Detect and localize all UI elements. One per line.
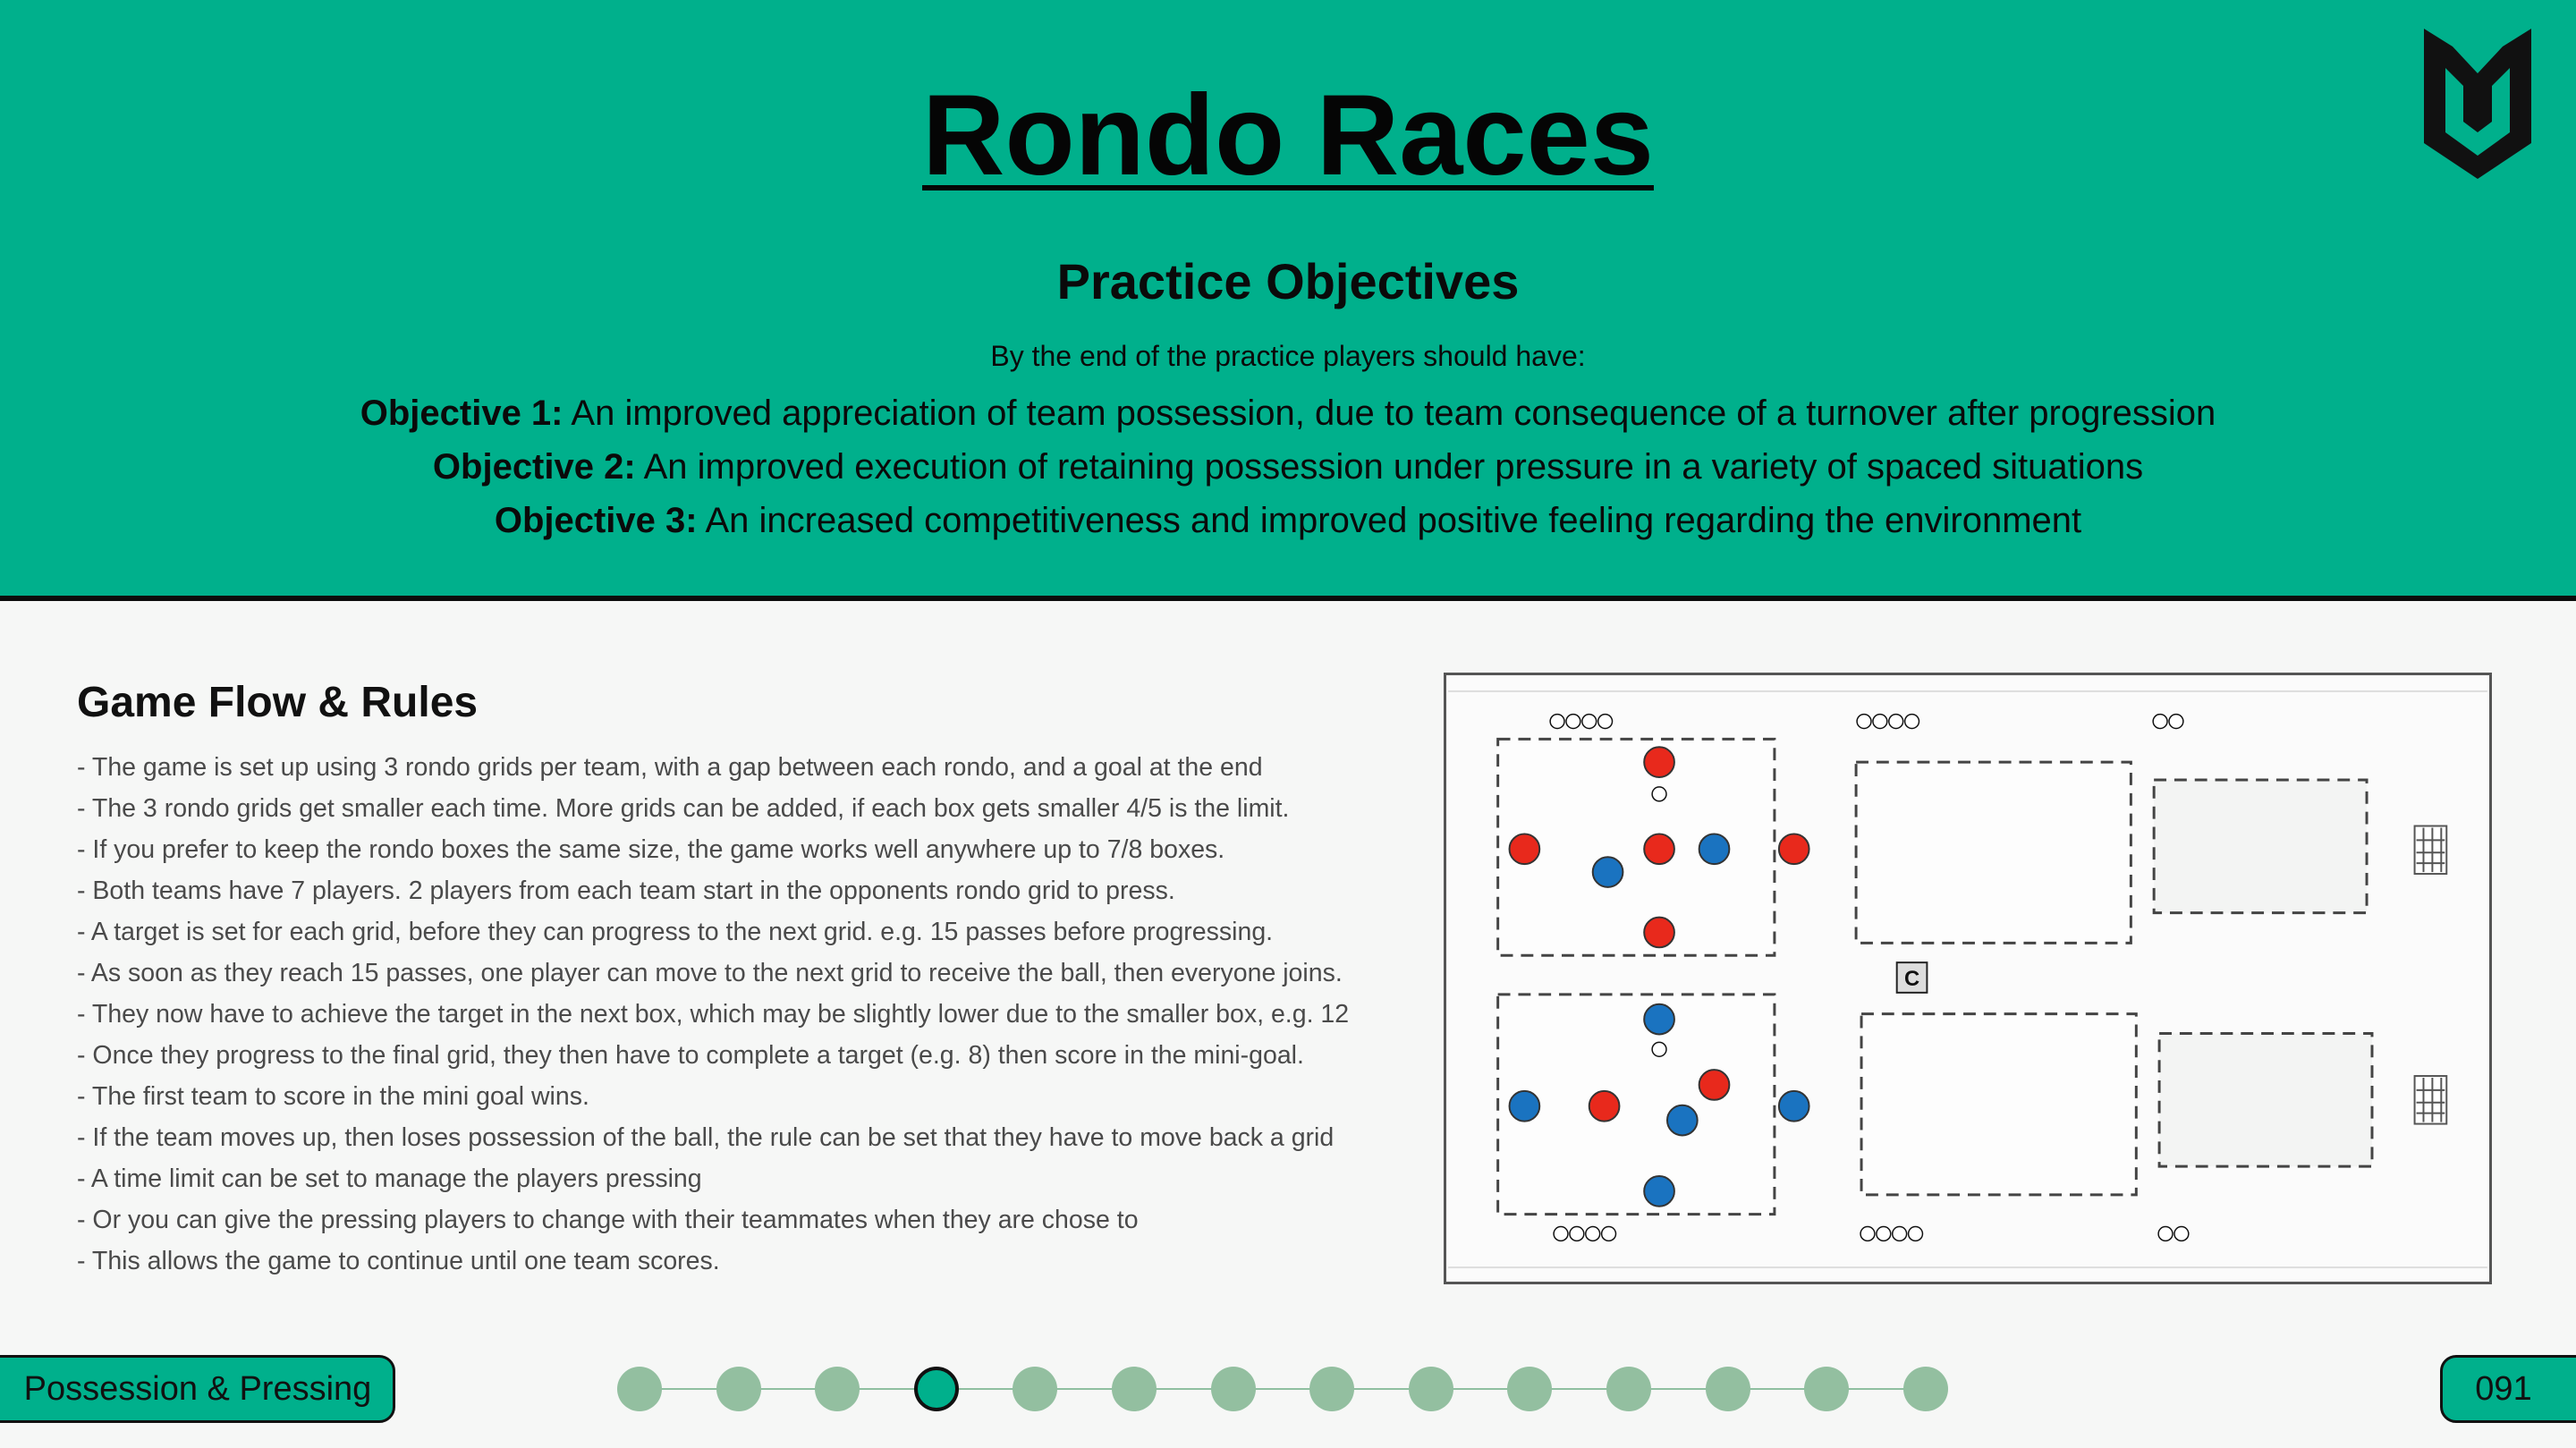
progress-dot[interactable] [1706, 1367, 1750, 1411]
rondo-grid-3-bottom [2159, 1033, 2372, 1166]
list-item: - If the team moves up, then loses possession of the ball, the rule can be set that they have to move back a grid [77, 1122, 1419, 1163]
ball-stack-bottom-2 [1860, 1227, 1922, 1241]
progress-dot[interactable] [1507, 1367, 1552, 1411]
ball-stack-bottom-1 [1554, 1227, 1615, 1241]
svg-text:C: C [1903, 966, 1920, 991]
ball-stack-top-2 [1857, 715, 1919, 729]
objective-3: Objective 3: An increased competitiveness and improved positive feeling regarding the environment [494, 501, 2082, 540]
progress-dot[interactable] [1211, 1367, 1256, 1411]
list-item: - Or you can give the pressing players to change with their teammates when they are chose to [77, 1204, 1419, 1245]
list-item: - The first team to score in the mini goal wins. [77, 1080, 1419, 1122]
section-tab[interactable]: Possession & Pressing [0, 1355, 395, 1423]
progress-dot[interactable] [1013, 1367, 1057, 1411]
brand-logo-icon [2420, 25, 2535, 182]
red-player [1644, 747, 1674, 777]
rondo-diagram [1444, 673, 2492, 1284]
rondo-grid-2-top [1856, 762, 2131, 943]
blue-player [1699, 834, 1730, 864]
progress-dot[interactable] [1409, 1367, 1453, 1411]
rules-heading: Game Flow & Rules [77, 679, 479, 726]
list-item: - If you prefer to keep the rondo boxes the same size, the game works well anywhere up to 7/8 boxes. [77, 834, 1419, 875]
pitch-diagram [1446, 675, 2489, 1282]
blue-player [1644, 1176, 1674, 1207]
blue-player [1644, 1004, 1674, 1035]
ball-stack-bottom-3 [2158, 1227, 2189, 1241]
progress-dots [617, 1365, 1950, 1413]
progress-dot[interactable] [1606, 1367, 1651, 1411]
list-item: - They now have to achieve the target in the next box, which may be slightly lower due to the smaller box, e.g. 12 [77, 998, 1419, 1039]
mini-goal-bottom-icon [2415, 1076, 2447, 1124]
progress-dot[interactable] [1112, 1367, 1157, 1411]
red-player [1644, 918, 1674, 948]
objective-2: Objective 2: An improved execution of retaining possession under pressure in a variety of spaced situations [432, 447, 2144, 487]
list-item: - The game is set up using 3 rondo grids per team, with a gap between each rondo, and a goal at the end [77, 751, 1419, 792]
header-banner [0, 0, 2576, 601]
list-item: - The 3 rondo grids get smaller each time. More grids can be added, if each box gets smaller 4/5 is the limit. [77, 792, 1419, 834]
progress-dot[interactable] [617, 1367, 662, 1411]
rondo-grid-3-top [2154, 780, 2367, 913]
page-number: 091 [2440, 1355, 2576, 1423]
progress-dot[interactable] [1804, 1367, 1849, 1411]
list-item: - A target is set for each grid, before they can progress to the next grid. e.g. 15 passes before progressing. [77, 916, 1419, 957]
objectives-heading: Practice Objectives [1056, 253, 1520, 309]
progress-dot[interactable] [716, 1367, 761, 1411]
list-item: - This allows the game to continue until one team scores. [77, 1245, 1419, 1286]
blue-player [1779, 1091, 1809, 1122]
list-item: - As soon as they reach 15 passes, one player can move to the next grid to receive the ball, then everyone joins. [77, 957, 1419, 998]
red-player [1779, 834, 1809, 864]
list-item: - Both teams have 7 players. 2 players from each team start in the opponents rondo grid to press. [77, 875, 1419, 916]
red-player [1644, 834, 1674, 864]
rules-list [77, 751, 1419, 1286]
progress-dot-active[interactable] [914, 1367, 959, 1411]
red-player [1699, 1070, 1730, 1100]
coach-marker [1897, 962, 1928, 993]
objective-1: Objective 1: An improved appreciation of team possession, due to team consequence of a turnover after progression [360, 394, 2216, 433]
page-title: Rondo Races [922, 72, 1654, 199]
mini-goal-top-icon [2415, 826, 2447, 875]
objectives-intro: By the end of the practice players should have: [990, 340, 1586, 372]
ball-stack-top-1 [1550, 715, 1612, 729]
red-player [1589, 1091, 1620, 1122]
progress-dot[interactable] [1903, 1367, 1948, 1411]
progress-dot[interactable] [815, 1367, 860, 1411]
progress-dot[interactable] [1309, 1367, 1354, 1411]
list-item: - A time limit can be set to manage the players pressing [77, 1163, 1419, 1204]
blue-player [1667, 1105, 1698, 1136]
red-player [1510, 834, 1540, 864]
blue-player [1593, 857, 1623, 887]
blue-player [1510, 1091, 1540, 1122]
rondo-grid-2-bottom [1861, 1014, 2136, 1195]
ball-stack-top-3 [2153, 715, 2183, 729]
list-item: - Once they progress to the final grid, they then have to complete a target (e.g. 8) then score in the mini-goal. [77, 1039, 1419, 1080]
ball-icon [1652, 787, 1666, 801]
ball-icon [1652, 1042, 1666, 1056]
